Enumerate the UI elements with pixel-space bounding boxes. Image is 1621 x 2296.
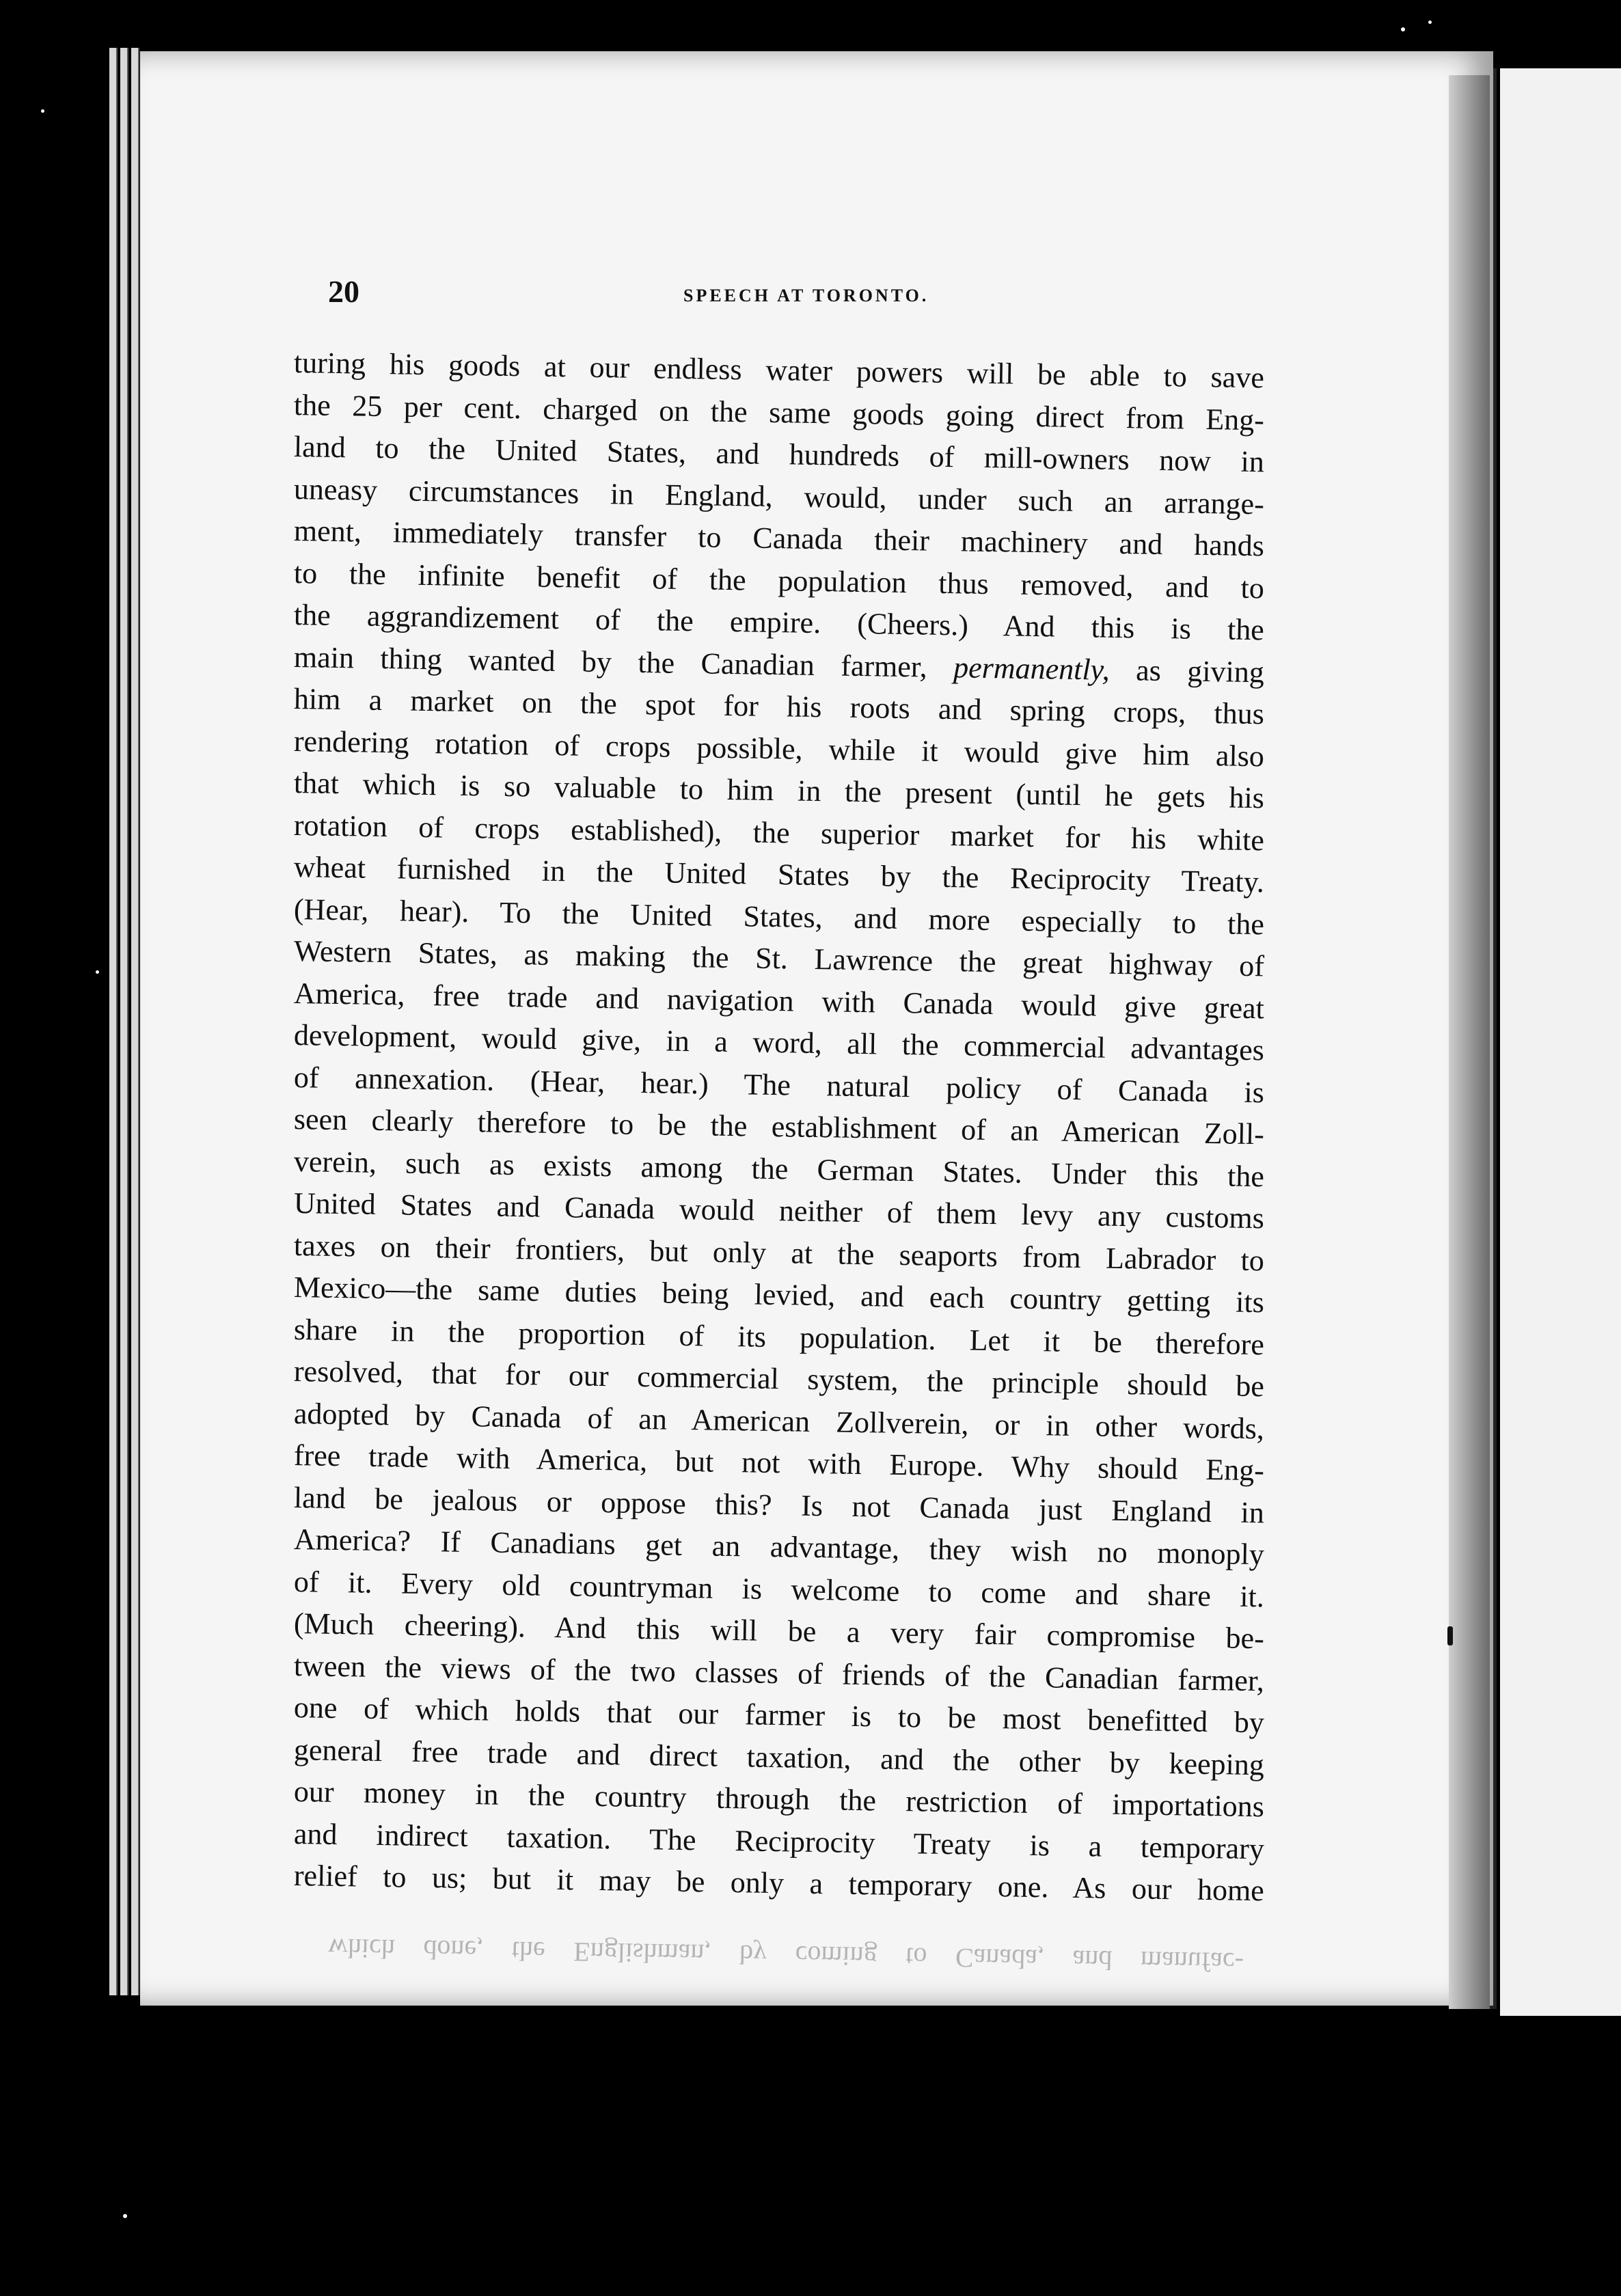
text-line: him a market on the spot for his roots and spring crops, thus	[293, 682, 1265, 731]
text-line: general free trade and direct taxation, and the other by keeping	[293, 1732, 1265, 1781]
text-line: wheat furnished in the United States by the Reciprocity Treaty.	[293, 850, 1265, 899]
text-line: tween the views of the two classes of friends of the Canadian farmer,	[293, 1648, 1265, 1697]
text-line: America, free trade and navigation with Canada would give great	[293, 976, 1265, 1025]
text-line: America? If Canadians get an advantage, they wish no monoply	[293, 1522, 1265, 1572]
text-line: seen clearly therefore to be the establishment of an American Zoll-	[293, 1102, 1265, 1151]
text-line: of annexation. (Hear, hear.) The natural policy of Canada is	[293, 1060, 1265, 1109]
text-line: turing his goods at our endless water powers will be able to save	[293, 346, 1265, 395]
text-line: land to the United States, and hundreds of mill-owners now in	[293, 430, 1265, 479]
text-line: development, would give, in a word, all the commercial advantages	[293, 1018, 1265, 1067]
text-line: and indirect taxation. The Reciprocity Treaty is a temporary	[293, 1816, 1265, 1866]
page-stack-edge	[131, 48, 139, 1995]
text-line: Mexico—the same duties being levied, and each country getting its	[293, 1270, 1265, 1320]
page-stack-edge	[109, 48, 118, 1995]
text-line: our money in the country through the restriction of importations	[293, 1775, 1265, 1824]
page-number: 20	[328, 274, 359, 309]
text-line: Western States, as making the St. Lawrence the great highway of	[293, 934, 1265, 983]
text-line: (Hear, hear). To the United States, and more especially to the	[293, 892, 1265, 941]
text-line: United States and Canada would neither of them levy any customs	[293, 1186, 1265, 1235]
dust-speck	[1401, 27, 1405, 31]
facing-page	[1500, 68, 1621, 2016]
text-line: rotation of crops established), the superior market for his white	[293, 808, 1265, 857]
emphasis-text: permanently,	[953, 650, 1111, 687]
margin-mark	[1447, 1626, 1453, 1645]
text-line: uneasy circumstances in England, would, under such an arrange-	[293, 472, 1265, 521]
page-gutter-shadow	[1449, 75, 1490, 2009]
page-header	[328, 273, 1285, 314]
text-line: rendering rotation of crops possible, while it would give him also	[293, 724, 1265, 773]
text-line: that which is so valuable to him in the present (until he gets his	[293, 766, 1265, 815]
text-line: taxes on their frontiers, but only at the seaports from Labrador to	[293, 1228, 1265, 1277]
text-line: relief to us; but it may be only a temporary one. As our home	[293, 1859, 1265, 1908]
text-line: of it. Every old countryman is welcome to come and share it.	[293, 1564, 1265, 1613]
text-line: verein, such as exists among the German States. Under this the	[293, 1144, 1265, 1193]
text-line: share in the proportion of its population. Let it be therefore	[293, 1312, 1265, 1361]
dust-speck	[96, 970, 99, 974]
running-head: SPEECH AT TORONTO.	[683, 286, 929, 305]
text-line: main thing wanted by the Canadian farmer, permanently, as giving	[293, 640, 1265, 689]
dust-speck	[41, 109, 44, 113]
dust-speck	[1428, 20, 1432, 24]
text-line: adopted by Canada of an American Zollverein, or in other words,	[293, 1396, 1265, 1445]
text-line: ment, immediately transfer to Canada their machinery and hands	[293, 514, 1265, 563]
text-line: to the infinite benefit of the population thus removed, and to	[293, 556, 1265, 605]
text-line: the 25 per cent. charged on the same goods going direct from Eng-	[293, 387, 1265, 437]
page-stack-edge	[120, 48, 128, 1995]
text-line: (Much cheering). And this will be a very fair compromise be-	[293, 1607, 1265, 1656]
text-line: one of which holds that our farmer is to be most benefitted by	[293, 1691, 1265, 1740]
show-through-text: which done, the Englishman, by coming to Canada, and manufac-	[327, 1932, 1244, 1978]
text-line: free trade with America, but not with Europe. Why should Eng-	[293, 1438, 1265, 1488]
body-text	[293, 342, 1265, 1908]
text-line: land be jealous or oppose this? Is not Canada just England in	[293, 1480, 1265, 1529]
text-line: resolved, that for our commercial system, the principle should be	[293, 1354, 1265, 1404]
dust-speck	[123, 2214, 127, 2218]
text-line: the aggrandizement of the empire. (Cheers.) And this is the	[293, 598, 1265, 647]
